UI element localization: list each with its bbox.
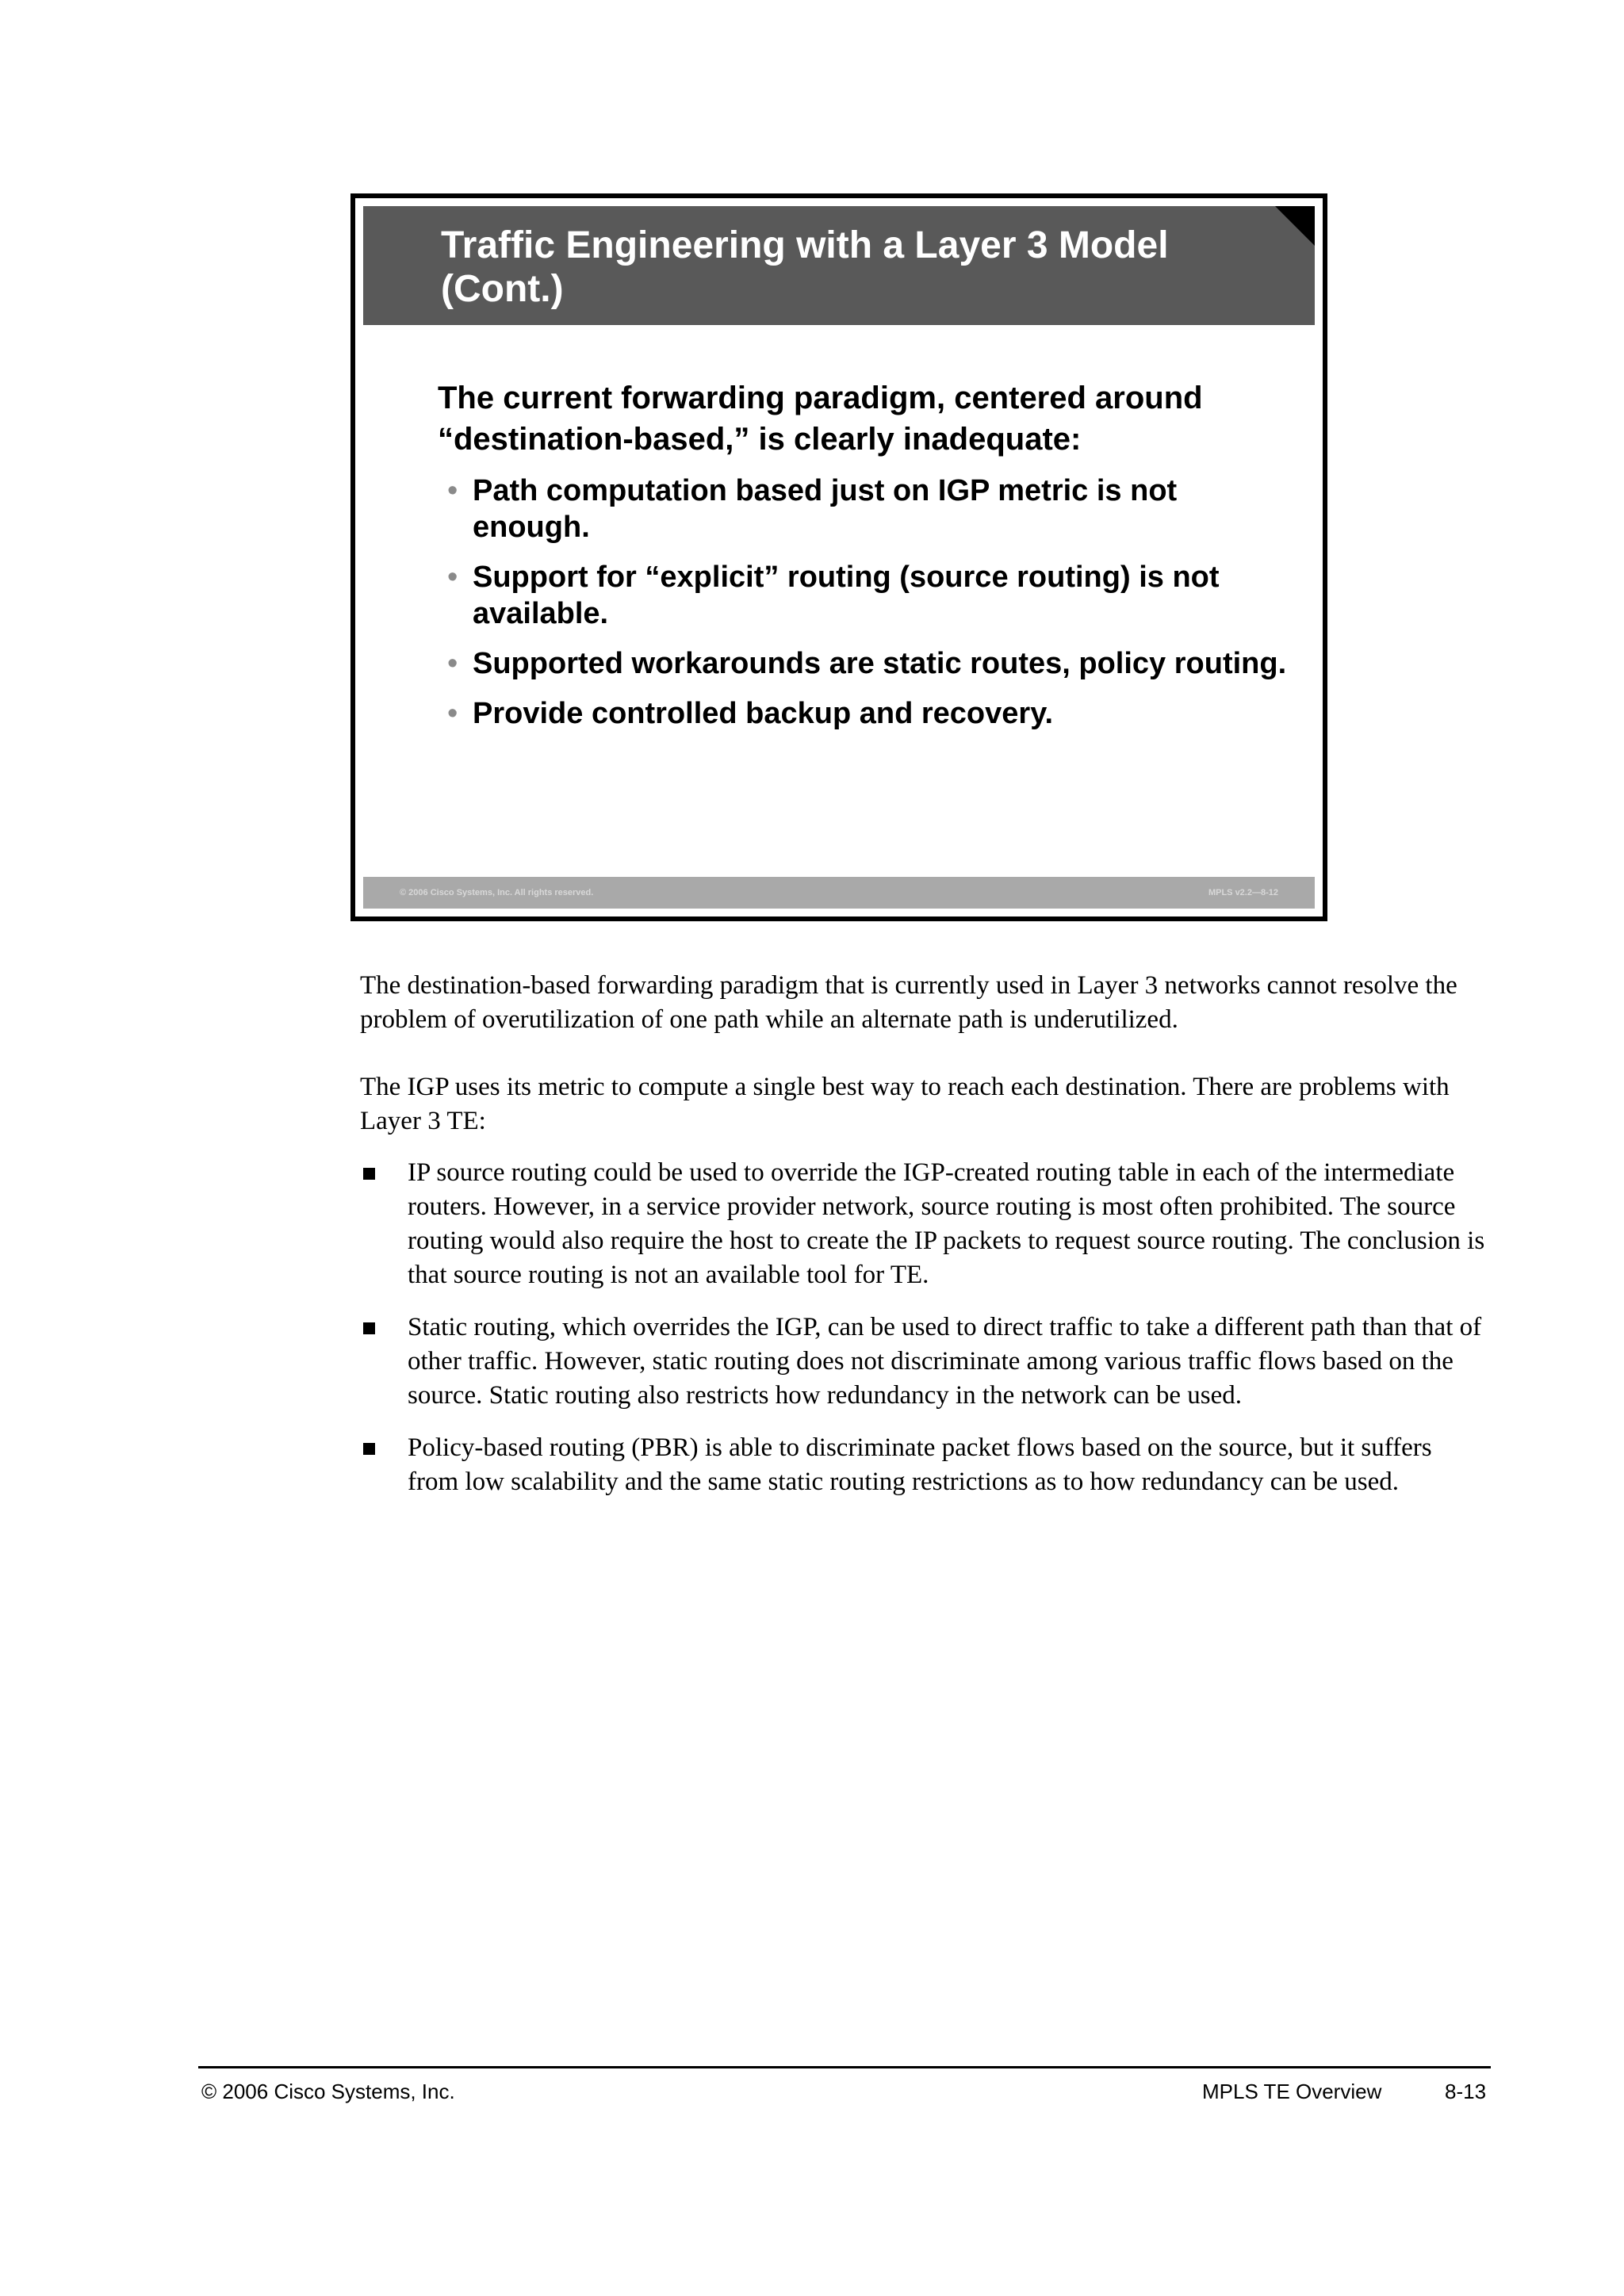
body-bullet-item xyxy=(360,1311,1486,1413)
slide-bullet-text: Support for “explicit” routing (source routing) is not available. xyxy=(473,561,1220,630)
footer-section-title: MPLS TE Overview xyxy=(1202,2080,1382,2103)
slide-bullet-item xyxy=(438,559,1294,632)
body-paragraph: The destination-based forwarding paradigm that is currently used in Layer 3 networks cannot resolve the problem of overutilization of one path while an alternate path is underutilized. xyxy=(360,971,1457,1034)
body-bullet-item xyxy=(360,1156,1486,1292)
square-bullet-icon xyxy=(363,1168,375,1180)
body-bullet-text: Static routing, which overrides the IGP, can be used to direct traffic to take a different path than that of other traffic. However, static routing does not discriminate among various traffic flows based on the source. Static routing also restricts how redundancy in the network can be used. xyxy=(408,1313,1482,1410)
square-bullet-icon xyxy=(363,1322,375,1334)
body-bullet-list xyxy=(360,1156,1486,1499)
slide-title: Traffic Engineering with a Layer 3 Model (Cont.) xyxy=(441,224,1169,310)
square-bullet-icon xyxy=(363,1443,375,1455)
slide-bullet-item xyxy=(438,695,1294,732)
bullet-dot-icon: • xyxy=(447,647,458,680)
slide-bullet-text: Supported workarounds are static routes, policy routing. xyxy=(473,647,1287,680)
slide-corner-triangle xyxy=(1275,206,1315,246)
slide-bullet-item xyxy=(438,645,1294,682)
slide-footer-copyright: © 2006 Cisco Systems, Inc. All rights reserved. xyxy=(400,888,594,897)
footer-divider xyxy=(198,2066,1491,2068)
slide-body xyxy=(438,377,1294,745)
body-text xyxy=(360,969,1486,1517)
slide-bullet-text: Path computation based just on IGP metric is not enough. xyxy=(473,474,1178,544)
slide-footer-code: MPLS v2.2—8-12 xyxy=(1208,888,1278,897)
slide-header-bar xyxy=(363,206,1315,325)
bullet-dot-icon: • xyxy=(447,474,458,507)
bullet-dot-icon: • xyxy=(447,697,458,730)
slide-bullet-text: Provide controlled backup and recovery. xyxy=(473,697,1054,730)
slide-bullet-list xyxy=(438,473,1294,732)
body-bullet-item xyxy=(360,1431,1486,1499)
slide-bullet-item xyxy=(438,473,1294,545)
bullet-dot-icon: • xyxy=(447,561,458,594)
footer-page-number: 8-13 xyxy=(1445,2080,1487,2103)
body-bullet-text: Policy-based routing (PBR) is able to discriminate packet flows based on the source, but it suffers from low scalability and the same static routing restrictions as to how redundancy can be used. xyxy=(408,1433,1432,1496)
body-paragraph: The IGP uses its metric to compute a single best way to reach each destination. There are problems with Layer 3 TE: xyxy=(360,1073,1450,1135)
slide-footer-bar xyxy=(363,877,1315,909)
slide-figure xyxy=(350,193,1327,921)
slide-lead-text: The current forwarding paradigm, centered around “destination-based,” is clearly inadequate: xyxy=(438,381,1203,457)
body-bullet-text: IP source routing could be used to override the IGP-created routing table in each of the intermediate routers. However, in a service provider network, source routing is most often prohibited. The source routing would also require the host to create the IP packets to request source routing. The conclusion is that source routing is not an available tool for TE. xyxy=(408,1158,1485,1289)
footer-copyright: © 2006 Cisco Systems, Inc. xyxy=(201,2080,455,2103)
